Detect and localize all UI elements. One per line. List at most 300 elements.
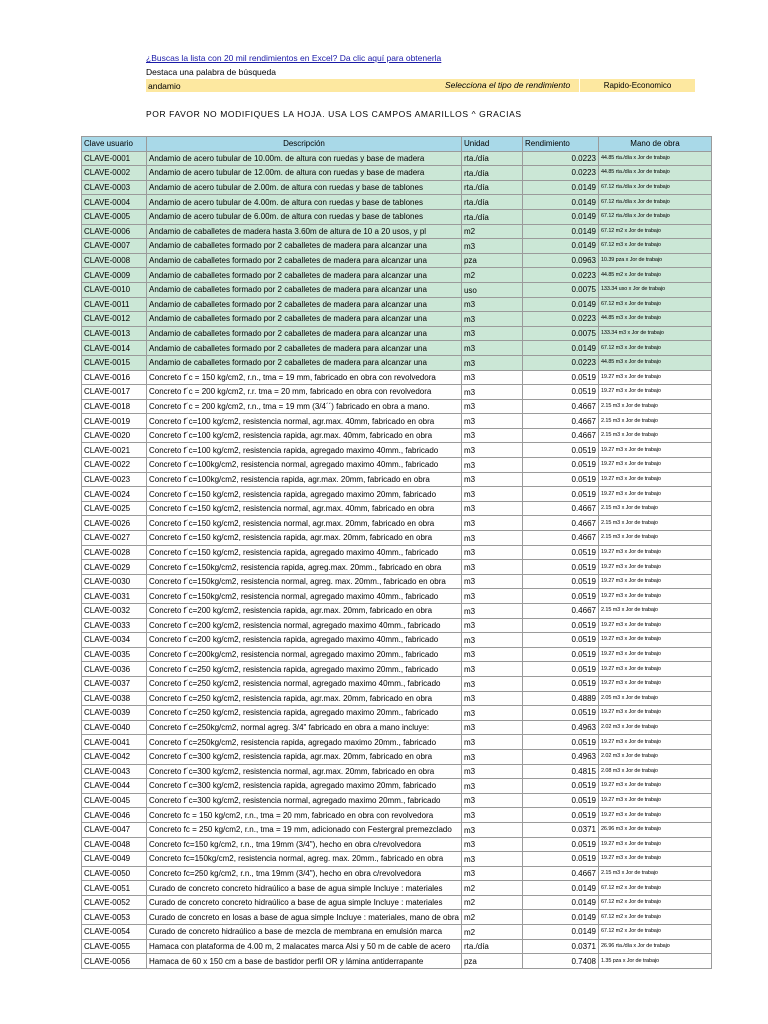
cell-mano-de-obra[interactable]: 19.27 m3 x Jor de trabajo bbox=[598, 443, 711, 458]
cell-rendimiento[interactable]: 0.0519 bbox=[522, 487, 598, 502]
cell-clave[interactable]: CLAVE-0021 bbox=[82, 443, 147, 458]
cell-unidad[interactable]: m3 bbox=[461, 355, 522, 370]
cell-descripcion[interactable]: Curado de concreto hidraúlico a base de mezcla de membrana en emulsión marca bbox=[147, 925, 462, 940]
cell-mano-de-obra[interactable]: 19.27 m3 x Jor de trabajo bbox=[598, 385, 711, 400]
cell-descripcion[interactable]: Andamio de caballetes de madera hasta 3.60m de altura de 10 a 20 usos, y pl bbox=[147, 224, 462, 239]
cell-clave[interactable]: CLAVE-0050 bbox=[82, 866, 147, 881]
cell-clave[interactable]: CLAVE-0055 bbox=[82, 939, 147, 954]
cell-unidad[interactable]: m3 bbox=[461, 866, 522, 881]
cell-unidad[interactable]: m3 bbox=[461, 531, 522, 546]
cell-unidad[interactable]: m2 bbox=[461, 224, 522, 239]
cell-rendimiento[interactable]: 0.0519 bbox=[522, 793, 598, 808]
cell-descripcion[interactable]: Concreto f´c=250kg/cm2, resistencia rapida, agregado maximo 20mm., fabricado bbox=[147, 735, 462, 750]
cell-mano-de-obra[interactable]: 10.39 pza x Jor de trabajo bbox=[598, 253, 711, 268]
cell-descripcion[interactable]: Andamio de acero tubular de 10.00m. de altura con ruedas y base de madera bbox=[147, 151, 462, 166]
cell-descripcion[interactable]: Concreto f´c=150kg/cm2, resistencia normal, agreg. max. 20mm., fabricado en obra bbox=[147, 574, 462, 589]
cell-unidad[interactable]: rta./día bbox=[461, 939, 522, 954]
cell-rendimiento[interactable]: 0.7408 bbox=[522, 954, 598, 969]
cell-clave[interactable]: CLAVE-0052 bbox=[82, 895, 147, 910]
cell-descripcion[interactable]: Hamaca con plataforma de 4.00 m, 2 malacates marca Alsi y 50 m de cable de acero bbox=[147, 939, 462, 954]
cell-unidad[interactable]: m3 bbox=[461, 443, 522, 458]
cell-unidad[interactable]: m3 bbox=[461, 341, 522, 356]
cell-unidad[interactable]: m2 bbox=[461, 895, 522, 910]
cell-mano-de-obra[interactable]: 19.27 m3 x Jor de trabajo bbox=[598, 706, 711, 721]
cell-rendimiento[interactable]: 0.0371 bbox=[522, 822, 598, 837]
cell-unidad[interactable]: m3 bbox=[461, 487, 522, 502]
cell-clave[interactable]: CLAVE-0046 bbox=[82, 808, 147, 823]
cell-clave[interactable]: CLAVE-0049 bbox=[82, 852, 147, 867]
cell-mano-de-obra[interactable]: 19.27 m3 x Jor de trabajo bbox=[598, 633, 711, 648]
cell-unidad[interactable]: m3 bbox=[461, 399, 522, 414]
cell-mano-de-obra[interactable]: 19.27 m3 x Jor de trabajo bbox=[598, 647, 711, 662]
cell-unidad[interactable]: rta./día bbox=[461, 151, 522, 166]
cell-descripcion[interactable]: Concreto f´c=100 kg/cm2, resistencia rapida, agr.max. 40mm, fabricado en obra bbox=[147, 428, 462, 443]
cell-rendimiento[interactable]: 0.0519 bbox=[522, 618, 598, 633]
performance-type-select[interactable] bbox=[580, 79, 695, 92]
cell-descripcion[interactable]: Concreto f´c=100kg/cm2, resistencia rapida, agr.max. 20mm, fabricado en obra bbox=[147, 472, 462, 487]
cell-clave[interactable]: CLAVE-0032 bbox=[82, 604, 147, 619]
cell-rendimiento[interactable]: 0.0519 bbox=[522, 837, 598, 852]
cell-descripcion[interactable]: Concreto f´c=150kg/cm2, resistencia normal, agregado maximo 40mm., fabricado bbox=[147, 589, 462, 604]
cell-clave[interactable]: CLAVE-0004 bbox=[82, 195, 147, 210]
cell-mano-de-obra[interactable]: 19.27 m3 x Jor de trabajo bbox=[598, 852, 711, 867]
cell-clave[interactable]: CLAVE-0009 bbox=[82, 268, 147, 283]
cell-mano-de-obra[interactable]: 2.15 m3 x Jor de trabajo bbox=[598, 414, 711, 429]
cell-rendimiento[interactable]: 0.0519 bbox=[522, 458, 598, 473]
cell-rendimiento[interactable]: 0.0519 bbox=[522, 370, 598, 385]
cell-rendimiento[interactable]: 0.4667 bbox=[522, 414, 598, 429]
cell-clave[interactable]: CLAVE-0007 bbox=[82, 239, 147, 254]
table-row bbox=[82, 720, 712, 735]
cell-descripcion[interactable]: Concreto f´c=150 kg/cm2, resistencia rapida, agregado maximo 40mm., fabricado bbox=[147, 545, 462, 560]
cell-unidad[interactable]: m3 bbox=[461, 589, 522, 604]
cell-unidad[interactable]: m3 bbox=[461, 676, 522, 691]
cell-unidad[interactable]: m3 bbox=[461, 662, 522, 677]
cell-mano-de-obra[interactable]: 19.27 m3 x Jor de trabajo bbox=[598, 560, 711, 575]
cell-descripcion[interactable]: Concreto f´c=200 kg/cm2, resistencia normal, agregado maximo 40mm., fabricado bbox=[147, 618, 462, 633]
cell-descripcion[interactable]: Concreto f´c=300 kg/cm2, resistencia rapida, agr.max. 20mm, fabricado en obra bbox=[147, 749, 462, 764]
cell-clave[interactable]: CLAVE-0011 bbox=[82, 297, 147, 312]
cell-descripcion[interactable]: Concreto f´c=250 kg/cm2, resistencia rapida, agregado maximo 20mm., fabricado bbox=[147, 662, 462, 677]
cell-descripcion[interactable]: Concreto f´c=200 kg/cm2, resistencia rapida, agregado maximo 40mm., fabricado bbox=[147, 633, 462, 648]
cell-unidad[interactable]: m2 bbox=[461, 268, 522, 283]
cell-rendimiento[interactable]: 0.4667 bbox=[522, 604, 598, 619]
notice-text: POR FAVOR NO MODIFIQUES LA HOJA. USA LOS CAMPOS AMARILLOS ^ GRACIAS bbox=[146, 109, 522, 119]
cell-clave[interactable]: CLAVE-0033 bbox=[82, 618, 147, 633]
cell-rendimiento[interactable]: 0.0223 bbox=[522, 151, 598, 166]
cell-unidad[interactable]: m3 bbox=[461, 574, 522, 589]
cell-clave[interactable]: CLAVE-0037 bbox=[82, 676, 147, 691]
cell-clave[interactable]: CLAVE-0036 bbox=[82, 662, 147, 677]
cell-mano-de-obra[interactable]: 19.27 m3 x Jor de trabajo bbox=[598, 779, 711, 794]
cell-descripcion[interactable]: Curado de concreto concreto hidraúlico a base de agua simple Incluye : materiales bbox=[147, 895, 462, 910]
cell-descripcion[interactable]: Concreto f´c = 200 kg/cm2, r.n., tma = 19 mm (3/4´´) fabricado en obra a mano. bbox=[147, 399, 462, 414]
cell-rendimiento[interactable]: 0.0149 bbox=[522, 224, 598, 239]
cell-clave[interactable]: CLAVE-0018 bbox=[82, 399, 147, 414]
column-header-descripcion: Descripción bbox=[147, 137, 462, 152]
cell-descripcion[interactable]: Concreto f´c=300 kg/cm2, resistencia normal, agregado maximo 20mm., fabricado bbox=[147, 793, 462, 808]
cell-descripcion[interactable]: Concreto f´c=100 kg/cm2, resistencia normal, agr.max. 40mm, fabricado en obra bbox=[147, 414, 462, 429]
cell-unidad[interactable]: m3 bbox=[461, 764, 522, 779]
cell-mano-de-obra[interactable]: 19.27 m3 x Jor de trabajo bbox=[598, 662, 711, 677]
cell-descripcion[interactable]: Andamio de acero tubular de 12.00m. de altura con ruedas y base de madera bbox=[147, 166, 462, 181]
cell-unidad[interactable]: m3 bbox=[461, 545, 522, 560]
cell-descripcion[interactable]: Concreto f´c=100 kg/cm2, resistencia rapida, agregado maximo 40mm., fabricado bbox=[147, 443, 462, 458]
cell-descripcion[interactable]: Concreto f´c=150 kg/cm2, resistencia rapida, agr.max. 20mm, fabricado en obra bbox=[147, 531, 462, 546]
cell-mano-de-obra[interactable]: 67.12 m2 x Jor de trabajo bbox=[598, 895, 711, 910]
cell-unidad[interactable]: m3 bbox=[461, 822, 522, 837]
cell-descripcion[interactable]: Andamio de caballetes formado por 2 caballetes de madera para alcanzar una bbox=[147, 312, 462, 327]
cell-rendimiento[interactable]: 0.0149 bbox=[522, 895, 598, 910]
cell-unidad[interactable]: m3 bbox=[461, 560, 522, 575]
cell-rendimiento[interactable]: 0.4667 bbox=[522, 501, 598, 516]
cell-mano-de-obra[interactable]: 2.08 m3 x Jor de trabajo bbox=[598, 764, 711, 779]
cell-rendimiento[interactable]: 0.0519 bbox=[522, 647, 598, 662]
cell-mano-de-obra[interactable]: 19.27 m3 x Jor de trabajo bbox=[598, 472, 711, 487]
cell-clave[interactable]: CLAVE-0013 bbox=[82, 326, 147, 341]
cell-clave[interactable]: CLAVE-0012 bbox=[82, 312, 147, 327]
cell-mano-de-obra[interactable]: 2.15 m3 x Jor de trabajo bbox=[598, 604, 711, 619]
cell-mano-de-obra[interactable]: 67.12 m2 x Jor de trabajo bbox=[598, 881, 711, 896]
cell-rendimiento[interactable]: 0.0963 bbox=[522, 253, 598, 268]
cell-clave[interactable]: CLAVE-0025 bbox=[82, 501, 147, 516]
cell-rendimiento[interactable]: 0.0075 bbox=[522, 282, 598, 297]
cell-mano-de-obra[interactable]: 26.96 m3 x Jor de trabajo bbox=[598, 822, 711, 837]
cell-rendimiento[interactable]: 0.0519 bbox=[522, 808, 598, 823]
table-row bbox=[82, 604, 712, 619]
cell-mano-de-obra[interactable]: 2.02 m3 x Jor de trabajo bbox=[598, 749, 711, 764]
cell-clave[interactable]: CLAVE-0027 bbox=[82, 531, 147, 546]
cell-rendimiento[interactable]: 0.0519 bbox=[522, 472, 598, 487]
table-row bbox=[82, 808, 712, 823]
cell-clave[interactable]: CLAVE-0040 bbox=[82, 720, 147, 735]
cell-rendimiento[interactable]: 0.0223 bbox=[522, 166, 598, 181]
cell-unidad[interactable]: rta./día bbox=[461, 166, 522, 181]
cell-unidad[interactable]: m3 bbox=[461, 297, 522, 312]
cell-descripcion[interactable]: Concreto fc=250 kg/cm2, r.n., tma 19mm (3/4"), hecho en obra c/revolvedora bbox=[147, 866, 462, 881]
cell-mano-de-obra[interactable]: 2.02 m3 x Jor de trabajo bbox=[598, 720, 711, 735]
cell-mano-de-obra[interactable]: 2.05 m3 x Jor de trabajo bbox=[598, 691, 711, 706]
cell-clave[interactable]: CLAVE-0024 bbox=[82, 487, 147, 502]
cell-mano-de-obra[interactable]: 44.85 m3 x Jor de trabajo bbox=[598, 312, 711, 327]
cell-clave[interactable]: CLAVE-0010 bbox=[82, 282, 147, 297]
cell-clave[interactable]: CLAVE-0014 bbox=[82, 341, 147, 356]
cell-clave[interactable]: CLAVE-0042 bbox=[82, 749, 147, 764]
table-row bbox=[82, 458, 712, 473]
cell-descripcion[interactable]: Andamio de caballetes formado por 2 caballetes de madera para alcanzar una bbox=[147, 282, 462, 297]
cell-descripcion[interactable]: Andamio de caballetes formado por 2 caballetes de madera para alcanzar una bbox=[147, 341, 462, 356]
cell-unidad[interactable]: m3 bbox=[461, 706, 522, 721]
cell-rendimiento[interactable]: 0.0223 bbox=[522, 268, 598, 283]
cell-mano-de-obra[interactable]: 19.27 m3 x Jor de trabajo bbox=[598, 574, 711, 589]
cell-descripcion[interactable]: Concreto fc=150kg/cm2, resistencia normal, agreg. max. 20mm., fabricado en obra bbox=[147, 852, 462, 867]
cell-rendimiento[interactable]: 0.4889 bbox=[522, 691, 598, 706]
cell-mano-de-obra[interactable]: 67.12 m3 x Jor de trabajo bbox=[598, 341, 711, 356]
cell-mano-de-obra[interactable]: 2.15 m3 x Jor de trabajo bbox=[598, 399, 711, 414]
cell-mano-de-obra[interactable]: 19.27 m3 x Jor de trabajo bbox=[598, 370, 711, 385]
cell-rendimiento[interactable]: 0.0149 bbox=[522, 925, 598, 940]
cell-clave[interactable]: CLAVE-0051 bbox=[82, 881, 147, 896]
cell-descripcion[interactable]: Concreto f´c=250 kg/cm2, resistencia rapida, agr.max. 20mm, fabricado en obra bbox=[147, 691, 462, 706]
cell-rendimiento[interactable]: 0.0519 bbox=[522, 706, 598, 721]
cell-rendimiento[interactable]: 0.0149 bbox=[522, 209, 598, 224]
cell-mano-de-obra[interactable]: 2.15 m3 x Jor de trabajo bbox=[598, 531, 711, 546]
cell-mano-de-obra[interactable]: 19.27 m3 x Jor de trabajo bbox=[598, 618, 711, 633]
cell-descripcion[interactable]: Concreto f´c = 150 kg/cm2, r.n., tma = 19 mm, fabricado en obra con revolvedora bbox=[147, 370, 462, 385]
cell-mano-de-obra[interactable]: 67.12 m2 x Jor de trabajo bbox=[598, 224, 711, 239]
cell-descripcion[interactable]: Concreto f´c=150 kg/cm2, resistencia normal, agr.max. 20mm, fabricado en obra bbox=[147, 516, 462, 531]
cell-rendimiento[interactable]: 0.0149 bbox=[522, 910, 598, 925]
cell-unidad[interactable]: m3 bbox=[461, 633, 522, 648]
table-row bbox=[82, 253, 712, 268]
cell-rendimiento[interactable]: 0.0149 bbox=[522, 881, 598, 896]
cell-mano-de-obra[interactable]: 67.12 rta./día x Jor de trabajo bbox=[598, 209, 711, 224]
cell-rendimiento[interactable]: 0.0149 bbox=[522, 297, 598, 312]
cell-mano-de-obra[interactable]: 1.35 pza x Jor de trabajo bbox=[598, 954, 711, 969]
cell-rendimiento[interactable]: 0.0519 bbox=[522, 443, 598, 458]
cell-unidad[interactable]: m2 bbox=[461, 925, 522, 940]
cell-mano-de-obra[interactable]: 19.27 m3 x Jor de trabajo bbox=[598, 458, 711, 473]
cell-mano-de-obra[interactable]: 19.27 m3 x Jor de trabajo bbox=[598, 545, 711, 560]
cell-clave[interactable]: CLAVE-0016 bbox=[82, 370, 147, 385]
cell-unidad[interactable]: m3 bbox=[461, 472, 522, 487]
cell-mano-de-obra[interactable]: 67.12 rta./día x Jor de trabajo bbox=[598, 195, 711, 210]
table-row bbox=[82, 268, 712, 283]
cell-unidad[interactable]: m3 bbox=[461, 691, 522, 706]
cell-unidad[interactable]: pza bbox=[461, 253, 522, 268]
cell-descripcion[interactable]: Curado de concreto en losas a base de agua simple Incluye : materiales, mano de obra bbox=[147, 910, 462, 925]
cell-rendimiento[interactable]: 0.4667 bbox=[522, 399, 598, 414]
cell-descripcion[interactable]: Andamio de caballetes formado por 2 caballetes de madera para alcanzar una bbox=[147, 355, 462, 370]
cell-rendimiento[interactable]: 0.4963 bbox=[522, 749, 598, 764]
cell-mano-de-obra[interactable]: 133.34 uso x Jor de trabajo bbox=[598, 282, 711, 297]
cell-clave[interactable]: CLAVE-0020 bbox=[82, 428, 147, 443]
cell-unidad[interactable]: m3 bbox=[461, 326, 522, 341]
cell-rendimiento[interactable]: 0.0149 bbox=[522, 180, 598, 195]
cell-mano-de-obra[interactable]: 67.12 m3 x Jor de trabajo bbox=[598, 297, 711, 312]
cell-descripcion[interactable]: Concreto f´c=250 kg/cm2, resistencia rapida, agregado maximo 20mm., fabricado bbox=[147, 706, 462, 721]
cell-mano-de-obra[interactable]: 2.15 m3 x Jor de trabajo bbox=[598, 428, 711, 443]
cell-unidad[interactable]: m3 bbox=[461, 239, 522, 254]
cell-unidad[interactable]: m3 bbox=[461, 749, 522, 764]
cell-descripcion[interactable]: Andamio de acero tubular de 4.00m. de altura con ruedas y base de tablones bbox=[147, 195, 462, 210]
cell-rendimiento[interactable]: 0.0149 bbox=[522, 341, 598, 356]
cell-unidad[interactable]: m3 bbox=[461, 720, 522, 735]
cell-clave[interactable]: CLAVE-0028 bbox=[82, 545, 147, 560]
cell-rendimiento[interactable]: 0.0075 bbox=[522, 326, 598, 341]
cell-clave[interactable]: CLAVE-0017 bbox=[82, 385, 147, 400]
cell-unidad[interactable]: m3 bbox=[461, 458, 522, 473]
cell-descripcion[interactable]: Concreto f´c=250kg/cm2, normal agreg. 3/4" fabricado en obra a mano incluye: bbox=[147, 720, 462, 735]
cell-descripcion[interactable]: Andamio de caballetes formado por 2 caballetes de madera para alcanzar una bbox=[147, 253, 462, 268]
cell-unidad[interactable]: m3 bbox=[461, 793, 522, 808]
cell-mano-de-obra[interactable]: 19.27 m3 x Jor de trabajo bbox=[598, 837, 711, 852]
cell-descripcion[interactable]: Concreto f´c=300 kg/cm2, resistencia rapida, agregado maximo 20mm, fabricado bbox=[147, 779, 462, 794]
table-row bbox=[82, 866, 712, 881]
table-row bbox=[82, 443, 712, 458]
cell-rendimiento[interactable]: 0.0519 bbox=[522, 545, 598, 560]
cell-unidad[interactable]: m3 bbox=[461, 779, 522, 794]
cell-mano-de-obra[interactable]: 19.27 m3 x Jor de trabajo bbox=[598, 793, 711, 808]
cell-rendimiento[interactable]: 0.4667 bbox=[522, 428, 598, 443]
cell-unidad[interactable]: m3 bbox=[461, 428, 522, 443]
cell-mano-de-obra[interactable]: 133.34 m3 x Jor de trabajo bbox=[598, 326, 711, 341]
cell-mano-de-obra[interactable]: 44.85 m2 x Jor de trabajo bbox=[598, 268, 711, 283]
cell-clave[interactable]: CLAVE-0022 bbox=[82, 458, 147, 473]
cell-mano-de-obra[interactable]: 67.12 m2 x Jor de trabajo bbox=[598, 925, 711, 940]
cell-unidad[interactable]: uso bbox=[461, 282, 522, 297]
cell-clave[interactable]: CLAVE-0029 bbox=[82, 560, 147, 575]
cell-clave[interactable]: CLAVE-0048 bbox=[82, 837, 147, 852]
cell-descripcion[interactable]: Andamio de caballetes formado por 2 caballetes de madera para alcanzar una bbox=[147, 239, 462, 254]
cell-clave[interactable]: CLAVE-0001 bbox=[82, 151, 147, 166]
cell-clave[interactable]: CLAVE-0019 bbox=[82, 414, 147, 429]
cell-descripcion[interactable]: Andamio de caballetes formado por 2 caballetes de madera para alcanzar una bbox=[147, 326, 462, 341]
cell-mano-de-obra[interactable]: 2.15 m3 x Jor de trabajo bbox=[598, 866, 711, 881]
cell-mano-de-obra[interactable]: 19.27 m3 x Jor de trabajo bbox=[598, 487, 711, 502]
cell-unidad[interactable]: m3 bbox=[461, 808, 522, 823]
cell-descripcion[interactable]: Concreto fc=150 kg/cm2, r.n., tma 19mm (3/4"), hecho en obra c/revolvedora bbox=[147, 837, 462, 852]
cell-descripcion[interactable]: Concreto f´c=100kg/cm2, resistencia normal, agregado maximo 40mm., fabricado bbox=[147, 458, 462, 473]
cell-mano-de-obra[interactable]: 19.27 m3 x Jor de trabajo bbox=[598, 808, 711, 823]
cell-clave[interactable]: CLAVE-0005 bbox=[82, 209, 147, 224]
cell-descripcion[interactable]: Concreto f´c = 200 kg/cm2, r.r. tma = 20 mm, fabricado en obra con revolvedora bbox=[147, 385, 462, 400]
cell-rendimiento[interactable]: 0.0519 bbox=[522, 589, 598, 604]
cell-unidad[interactable]: m3 bbox=[461, 837, 522, 852]
cell-rendimiento[interactable]: 0.0223 bbox=[522, 312, 598, 327]
cell-clave[interactable]: CLAVE-0043 bbox=[82, 764, 147, 779]
cell-mano-de-obra[interactable]: 44.85 rta./día x Jor de trabajo bbox=[598, 166, 711, 181]
cell-unidad[interactable]: m3 bbox=[461, 516, 522, 531]
cell-unidad[interactable]: m3 bbox=[461, 501, 522, 516]
cell-clave[interactable]: CLAVE-0038 bbox=[82, 691, 147, 706]
cell-clave[interactable]: CLAVE-0030 bbox=[82, 574, 147, 589]
cell-rendimiento[interactable]: 0.0149 bbox=[522, 239, 598, 254]
table-row bbox=[82, 209, 712, 224]
cell-unidad[interactable]: rta./día bbox=[461, 180, 522, 195]
cell-unidad[interactable]: m3 bbox=[461, 618, 522, 633]
cell-descripcion[interactable]: Concreto f´c=200kg/cm2, resistencia normal, agregado maximo 20mm., fabricado bbox=[147, 647, 462, 662]
cell-unidad[interactable]: m3 bbox=[461, 312, 522, 327]
cell-clave[interactable]: CLAVE-0047 bbox=[82, 822, 147, 837]
cell-unidad[interactable]: pza bbox=[461, 954, 522, 969]
cell-clave[interactable]: CLAVE-0008 bbox=[82, 253, 147, 268]
cell-clave[interactable]: CLAVE-0023 bbox=[82, 472, 147, 487]
cell-descripcion[interactable]: Concreto f´c=150 kg/cm2, resistencia normal, agr.max. 40mm, fabricado en obra bbox=[147, 501, 462, 516]
cell-rendimiento[interactable]: 0.0519 bbox=[522, 852, 598, 867]
cell-mano-de-obra[interactable]: 67.12 m2 x Jor de trabajo bbox=[598, 910, 711, 925]
cell-unidad[interactable]: m3 bbox=[461, 604, 522, 619]
cell-descripcion[interactable]: Andamio de acero tubular de 2.00m. de altura con ruedas y base de tablones bbox=[147, 180, 462, 195]
cell-clave[interactable]: CLAVE-0031 bbox=[82, 589, 147, 604]
cell-rendimiento[interactable]: 0.0519 bbox=[522, 676, 598, 691]
cell-descripcion[interactable]: Concreto f´c=300 kg/cm2, resistencia normal, agr.max. 20mm, fabricado en obra bbox=[147, 764, 462, 779]
cell-rendimiento[interactable]: 0.0519 bbox=[522, 560, 598, 575]
cell-unidad[interactable]: m3 bbox=[461, 735, 522, 750]
cell-clave[interactable]: CLAVE-0039 bbox=[82, 706, 147, 721]
cell-descripcion[interactable]: Andamio de acero tubular de 6.00m. de altura con ruedas y base de tablones bbox=[147, 209, 462, 224]
cell-mano-de-obra[interactable]: 67.12 m3 x Jor de trabajo bbox=[598, 239, 711, 254]
cell-descripcion[interactable]: Concreto f´c=150kg/cm2, resistencia rapida, agreg.max. 20mm., fabricado en obra bbox=[147, 560, 462, 575]
cell-unidad[interactable]: m3 bbox=[461, 852, 522, 867]
cell-rendimiento[interactable]: 0.0519 bbox=[522, 779, 598, 794]
cell-unidad[interactable]: m3 bbox=[461, 647, 522, 662]
cell-mano-de-obra[interactable]: 67.12 rta./día x Jor de trabajo bbox=[598, 180, 711, 195]
cell-mano-de-obra[interactable]: 19.27 m3 x Jor de trabajo bbox=[598, 676, 711, 691]
cell-rendimiento[interactable]: 0.0519 bbox=[522, 385, 598, 400]
cell-descripcion[interactable]: Concreto f´c=250 kg/cm2, resistencia normal, agregado maximo 40mm., fabricado bbox=[147, 676, 462, 691]
cell-descripcion[interactable]: Andamio de caballetes formado por 2 caballetes de madera para alcanzar una bbox=[147, 297, 462, 312]
cell-mano-de-obra[interactable]: 19.27 m3 x Jor de trabajo bbox=[598, 589, 711, 604]
table-row bbox=[82, 560, 712, 575]
cell-clave[interactable]: CLAVE-0056 bbox=[82, 954, 147, 969]
cell-mano-de-obra[interactable]: 44.85 rta./día x Jor de trabajo bbox=[598, 151, 711, 166]
cell-clave[interactable]: CLAVE-0026 bbox=[82, 516, 147, 531]
cell-rendimiento[interactable]: 0.0223 bbox=[522, 355, 598, 370]
cell-unidad[interactable]: m3 bbox=[461, 414, 522, 429]
cell-rendimiento[interactable]: 0.4667 bbox=[522, 531, 598, 546]
cell-descripcion[interactable]: Hamaca de 60 x 150 cm a base de bastidor perfil OR y lámina antiderrapante bbox=[147, 954, 462, 969]
cell-rendimiento[interactable]: 0.0519 bbox=[522, 574, 598, 589]
table-row bbox=[82, 779, 712, 794]
cell-unidad[interactable]: m2 bbox=[461, 910, 522, 925]
cell-rendimiento[interactable]: 0.0519 bbox=[522, 662, 598, 677]
table-row bbox=[82, 822, 712, 837]
cell-unidad[interactable]: rta./día bbox=[461, 209, 522, 224]
cell-clave[interactable]: CLAVE-0053 bbox=[82, 910, 147, 925]
cell-mano-de-obra[interactable]: 19.27 m3 x Jor de trabajo bbox=[598, 735, 711, 750]
cell-unidad[interactable]: m3 bbox=[461, 385, 522, 400]
cell-clave[interactable]: CLAVE-0003 bbox=[82, 180, 147, 195]
cell-descripcion[interactable]: Andamio de caballetes formado por 2 caballetes de madera para alcanzar una bbox=[147, 268, 462, 283]
cell-mano-de-obra[interactable]: 44.85 m3 x Jor de trabajo bbox=[598, 355, 711, 370]
cell-clave[interactable]: CLAVE-0041 bbox=[82, 735, 147, 750]
cell-rendimiento[interactable]: 0.4963 bbox=[522, 720, 598, 735]
cell-rendimiento[interactable]: 0.0519 bbox=[522, 633, 598, 648]
cell-clave[interactable]: CLAVE-0035 bbox=[82, 647, 147, 662]
cell-rendimiento[interactable]: 0.4815 bbox=[522, 764, 598, 779]
cell-mano-de-obra[interactable]: 2.15 m3 x Jor de trabajo bbox=[598, 516, 711, 531]
table-row bbox=[82, 312, 712, 327]
cell-descripcion[interactable]: Concreto fc = 150 kg/cm2, r.n., tma = 20 mm, fabricado en obra con revolvedora bbox=[147, 808, 462, 823]
cell-clave[interactable]: CLAVE-0002 bbox=[82, 166, 147, 181]
excel-offer-link[interactable]: ¿Buscas la lista con 20 mil rendimientos en Excel? Da clic aquí para obtenerla bbox=[146, 53, 442, 63]
table-row bbox=[82, 574, 712, 589]
cell-clave[interactable]: CLAVE-0045 bbox=[82, 793, 147, 808]
cell-rendimiento[interactable]: 0.4667 bbox=[522, 866, 598, 881]
cell-clave[interactable]: CLAVE-0015 bbox=[82, 355, 147, 370]
cell-mano-de-obra[interactable]: 26.96 rta./día x Jor de trabajo bbox=[598, 939, 711, 954]
cell-rendimiento[interactable]: 0.0371 bbox=[522, 939, 598, 954]
cell-clave[interactable]: CLAVE-0006 bbox=[82, 224, 147, 239]
cell-unidad[interactable]: m3 bbox=[461, 370, 522, 385]
cell-rendimiento[interactable]: 0.0149 bbox=[522, 195, 598, 210]
table-row bbox=[82, 633, 712, 648]
cell-descripcion[interactable]: Curado de concreto concreto hidraúlico a base de agua simple Incluye : materiales bbox=[147, 881, 462, 896]
cell-rendimiento[interactable]: 0.0519 bbox=[522, 735, 598, 750]
cell-clave[interactable]: CLAVE-0044 bbox=[82, 779, 147, 794]
cell-unidad[interactable]: m2 bbox=[461, 881, 522, 896]
cell-descripcion[interactable]: Concreto f´c=150 kg/cm2, resistencia rapida, agregado maximo 20mm, fabricado bbox=[147, 487, 462, 502]
cell-mano-de-obra[interactable]: 2.15 m3 x Jor de trabajo bbox=[598, 501, 711, 516]
cell-descripcion[interactable]: Concreto fc = 250 kg/cm2, r.n., tma = 19 mm, adicionado con Festergral premezclado bbox=[147, 822, 462, 837]
cell-unidad[interactable]: rta./día bbox=[461, 195, 522, 210]
table-row bbox=[82, 589, 712, 604]
cell-clave[interactable]: CLAVE-0034 bbox=[82, 633, 147, 648]
cell-descripcion[interactable]: Concreto f´c=200 kg/cm2, resistencia rapida, agr.max. 20mm, fabricado en obra bbox=[147, 604, 462, 619]
cell-rendimiento[interactable]: 0.4667 bbox=[522, 516, 598, 531]
cell-clave[interactable]: CLAVE-0054 bbox=[82, 925, 147, 940]
